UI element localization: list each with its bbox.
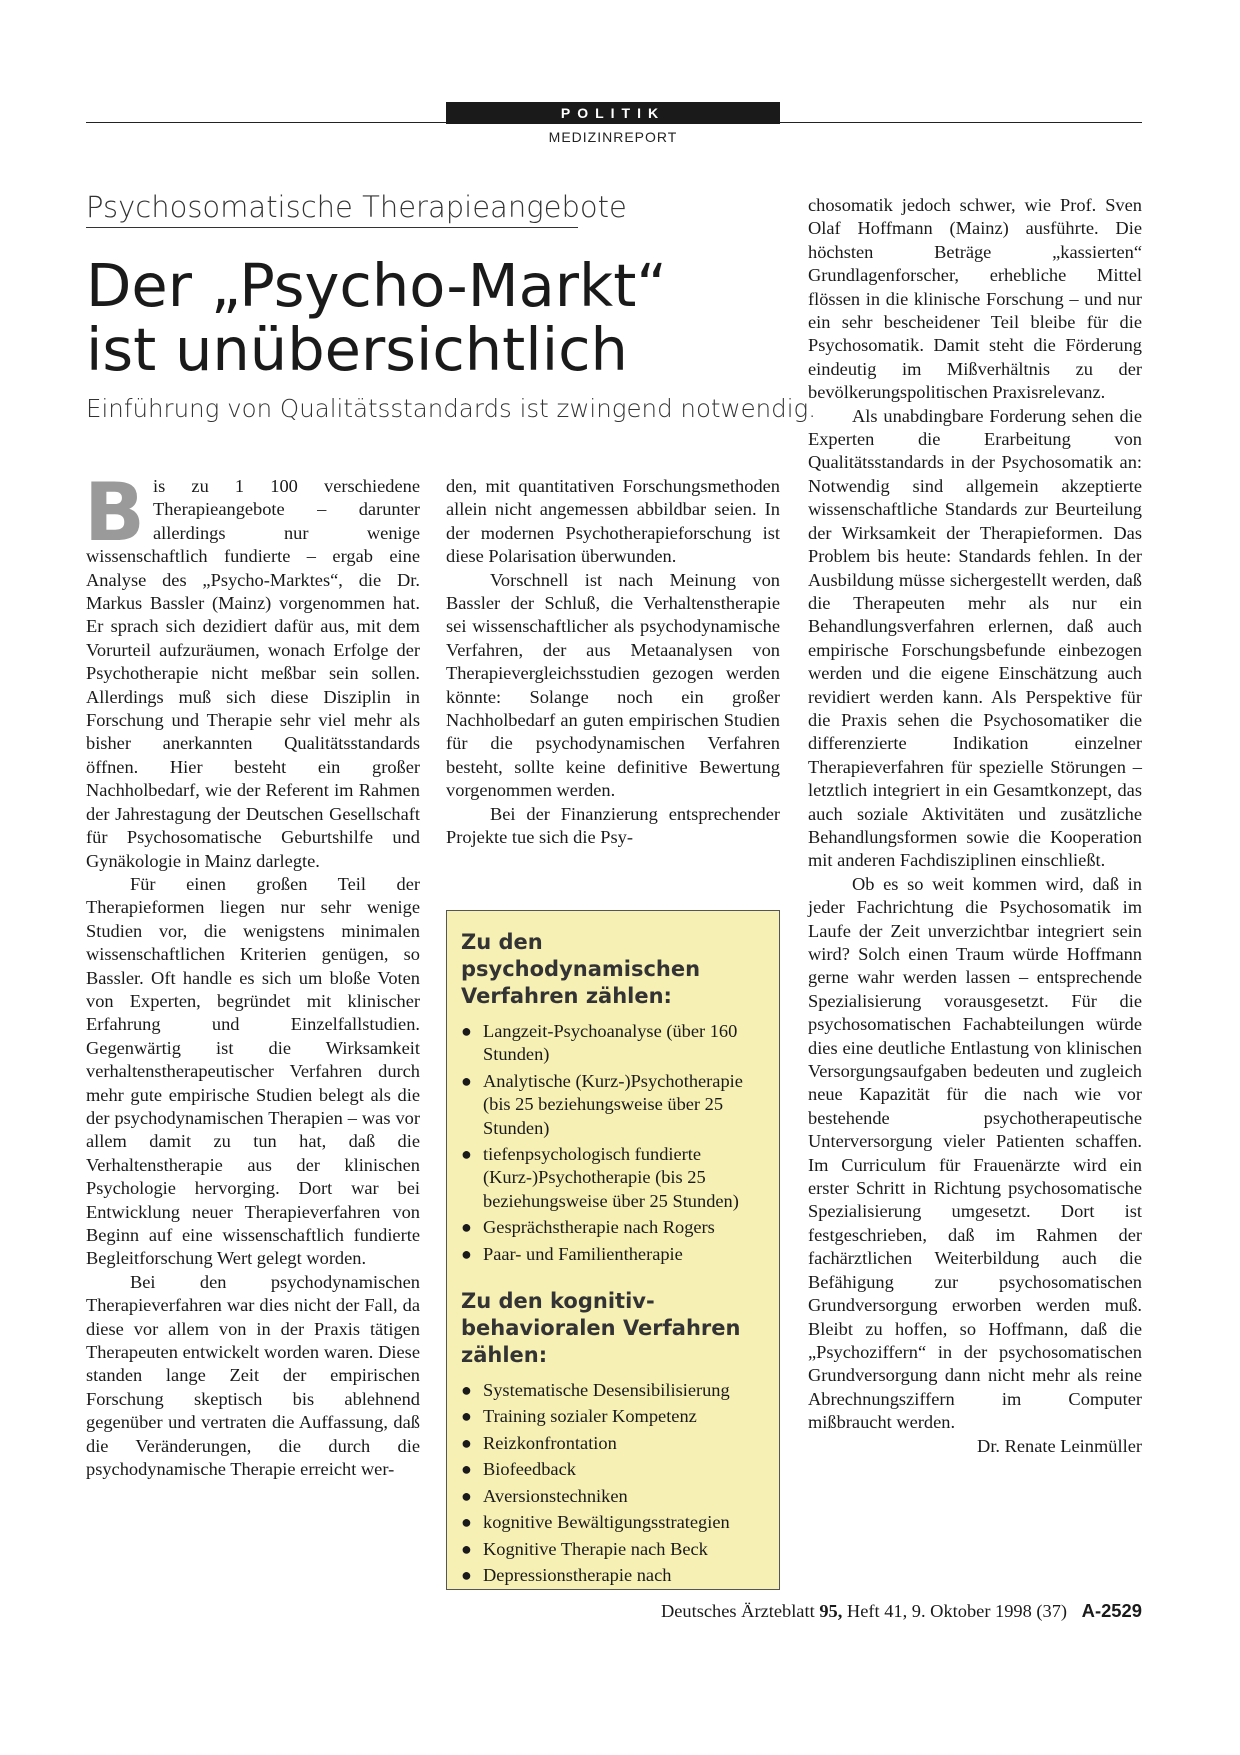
paragraph: Vorschnell ist nach Meinung von Bassler der Schluß, die Verhaltenstherapie sei wissenschaftlicher als psychodynamische Verfahren, der aus Metaanalysen von Therapievergleichsstudien gezogen werden könnte: Solange noch ein großer Nachholbedarf an guten empirischen Studien für die psychodynamischen Verfahren besteht, sollte keine definitive Bewertung vorgenommen werden. [446, 569, 780, 801]
text-column-2 [446, 475, 780, 850]
list-item: ● Biofeedback [461, 1458, 765, 1481]
bullet-icon: ● [461, 1538, 472, 1559]
bullet-icon: ● [461, 1243, 472, 1264]
paragraph-text: Ob es so weit kommen wird, daß in jeder Fachrichtung die Psychosomatik im Laufe der Zeit unverzichtbar integriert sein wird? Solch einen Traum würde Hoffmann gerne wahr werden lassen – entsprechende Spezialisierung vorausgesetzt. Für die psychosomatischen Fachabteilungen würde dies eine deutliche Entlastung von klinischen Versorgungsaufgaben bedeuten und zugleich neue Kapazität für die nach wie vor bestehende psychotherapeutische Unterversorgung vieler Patienten schaffen. Im Curriculum für Frauenärzte wird ein erster Schritt in Richtung psychosomatische Spezialisierung umgesetzt. Dort ist festgeschrieben, daß im Rahmen der fachärztlichen Weiterbildung auch die Befähigung zur psychosomatischen Grundversorgung erworben werden muß. Bleibt zu hoffen, so Hoffmann, daß die „Psychoziffern“ in der psychosomatischen Grundversorgung dann nicht mehr als reine Abrechnungsziffern im Computer mißbraucht werden. [808, 873, 1142, 1433]
paragraph: Für einen großen Teil der Therapieformen liegen nur sehr wenige Studien vor, die wenigstens minimalen wissenschaftlichen Kriterien genügen, so Bassler. Oft handle es sich um bloße Voten von Experten, begründet mit klinischer Erfahrung und Einzelfallstudien. Gegenwärtig ist die Wirksamkeit verhaltenstherapeutischer Verfahren durch mehr gute empirische Studien belegt als die der psychodynamischen Therapien – was vor allem damit zu tun hat, daß die Verhaltenstherapie aus der klinischen Psychologie hervorging. Dort war bei Entwicklung neuer Therapieverfahren von Beginn auf eine wissenschaftlich fundierte Begleitforschung Wert gelegt worden. [86, 873, 420, 1269]
list-item: ● Langzeit-Psychoanalyse (über 160 Stunden) [461, 1021, 738, 1065]
journal-issue: Heft 41, 9. Oktober 1998 (37) [846, 1601, 1068, 1621]
subsection-label: MEDIZINREPORT [548, 129, 678, 145]
paragraph: Bei der Finanzierung entsprechender Projekte tue sich die Psy- [446, 803, 780, 848]
bullet-icon: ● [461, 1380, 472, 1401]
list-item: ● Depressionstherapie nach [461, 1564, 765, 1587]
paragraph [84, 466, 420, 873]
article-deck: Einführung von Qualitätsstandards ist zwingend notwendig. [86, 394, 817, 423]
bullet-icon: ● [461, 1070, 472, 1091]
drop-cap: B [84, 466, 145, 559]
paragraph: den, mit quantitativen Forschungsmethoden allein nicht angemessen abbildbar seien. In der modernen Psychotherapieforschung ist diese Polarisation überwunden. [446, 476, 780, 567]
paragraph [808, 873, 1142, 1456]
paragraph: Als unabdingbare Forderung sehen die Experten die Erarbeitung von Qualitätsstandards in der Psychosomatik an: Notwendig sind allgemein akzeptierte wissenschaftliche Standards zur Beurteilung der Wirksamkeit der Therapieformen. Das Problem bis heute: Standards fehlen. In der Ausbildung müsse sichergestellt werden, daß die Therapeuten mehr als nur ein Behandlungsverfahren erlernen, daß auch empirische Forschungsbefunde einbezogen werden und die eigene Einschätzung auch revidiert werden kann. Als Perspektive für die Praxis sehen die Psychosomatiker die differenzierte Indikation einzelner Therapieverfahren für spezielle Störungen – letztlich integriert in ein Gesamtkonzept, das auch soziale Aktivitäten und zusätzliche Behandlungsformen sowie die Kooperation mit anderen Fachdisziplinen einschließt. [808, 405, 1142, 871]
paragraph: Bei den psychodynamischen Therapieverfahren war dies nicht der Fall, da diese vor allem von in der Praxis tätigen Therapeuten entwickelt worden waren. Diese standen lange Zeit der empirischen Forschung skeptisch bis ablehnend gegenüber und vertraten die Auffassung, daß die Veränderungen, die durch die psychodynamische Therapie erreicht wer- [86, 1271, 420, 1480]
list-item: ● Reizkonfrontation [461, 1432, 765, 1455]
cognitive-behavioral-list [461, 1379, 765, 1587]
paragraph-text: is zu 1 100 verschiedene Therapieangebote – darunter allerdings nur wenige wissenschaftlich fundierte – ergab eine Analyse des „Psycho-Marktes“, die Dr. Markus Bassler (Mainz) vorgenommen hat. Er sprach sich dezidiert dafür aus, mit dem Vorurteil aufzuräumen, wonach Erfolge der Psychotherapie nicht meßbar sein sollen. Allerdings muß sich diese Disziplin in Forschung und Therapie sehr viel mehr als bisher anerkannten Qualitätsstandards öffnen. Hier besteht ein großer Nachholbedarf, wie der Referent im Rahmen der Jahrestagung der Deutschen Gesellschaft für Psychosomatische Geburtshilfe und Gynäkologie in Mainz darlegte. [86, 476, 420, 871]
journal-name: Deutsches Ärzteblatt [660, 1601, 815, 1621]
author-byline: Dr. Renate Leinmüller [977, 1435, 1142, 1456]
page-footer [86, 1600, 1142, 1622]
list-item: ● Systematische Desensibilisierung [461, 1379, 765, 1402]
bullet-icon: ● [461, 1564, 472, 1585]
bullet-icon: ● [461, 1144, 472, 1165]
info-box-heading: Zu den kognitiv-behavioralen Verfahren zählen: [461, 1289, 741, 1368]
list-item: ● Paar- und Familientherapie [461, 1243, 765, 1266]
list-item: ● kognitive Bewältigungsstrategien [461, 1511, 765, 1534]
bullet-icon: ● [461, 1485, 472, 1506]
info-box-heading: Zu den psychodynamischen Verfahren zählen: [461, 930, 701, 1008]
text-column-1 [84, 466, 420, 1481]
journal-volume: 95, [819, 1601, 843, 1621]
info-box [446, 910, 780, 1590]
paragraph: chosomatik jedoch schwer, wie Prof. Sven Olaf Hoffmann (Mainz) ausführte. Die höchsten Beträge „kassierten“ Grundlagenforscher, erhebliche Mittel flössen in die klinische Forschung – und nur ein sehr bescheidener Teil bleibe für die Psychosomatik. Damit steht die Förderung eindeutig im Mißverhältnis zu der bevölkerungspolitischen Praxisrelevanz. [808, 195, 1142, 403]
list-item: ● Analytische (Kurz-)Psychotherapie (bis 25 beziehungsweise über 25 Stunden) [461, 1070, 743, 1138]
bullet-icon: ● [461, 1432, 472, 1453]
text-column-3 [808, 194, 1142, 1458]
page-number: A-2529 [1081, 1600, 1142, 1621]
list-item: ● Gesprächstherapie nach Rogers [461, 1216, 765, 1239]
list-item: ● Aversionstechniken [461, 1485, 765, 1508]
article-kicker: Psychosomatische Therapieangebote [86, 190, 578, 228]
article-headline: Der „Psycho-Markt“ ist unübersichtlich [86, 251, 667, 384]
list-item: ● Kognitive Therapie nach Beck [461, 1538, 765, 1561]
bullet-icon: ● [461, 1406, 472, 1427]
bullet-icon: ● [461, 1021, 472, 1041]
list-item: ● Training sozialer Kompetenz [461, 1405, 765, 1428]
bullet-icon: ● [461, 1217, 472, 1238]
psychodynamic-list [461, 1020, 765, 1266]
list-item: ● tiefenpsychologisch fundierte (Kurz-)Psychotherapie (bis 25 beziehungsweise über 25 Stunden) [461, 1144, 739, 1211]
bullet-icon: ● [461, 1512, 472, 1533]
bullet-icon: ● [461, 1459, 472, 1480]
section-label: POLITIK [446, 102, 780, 124]
